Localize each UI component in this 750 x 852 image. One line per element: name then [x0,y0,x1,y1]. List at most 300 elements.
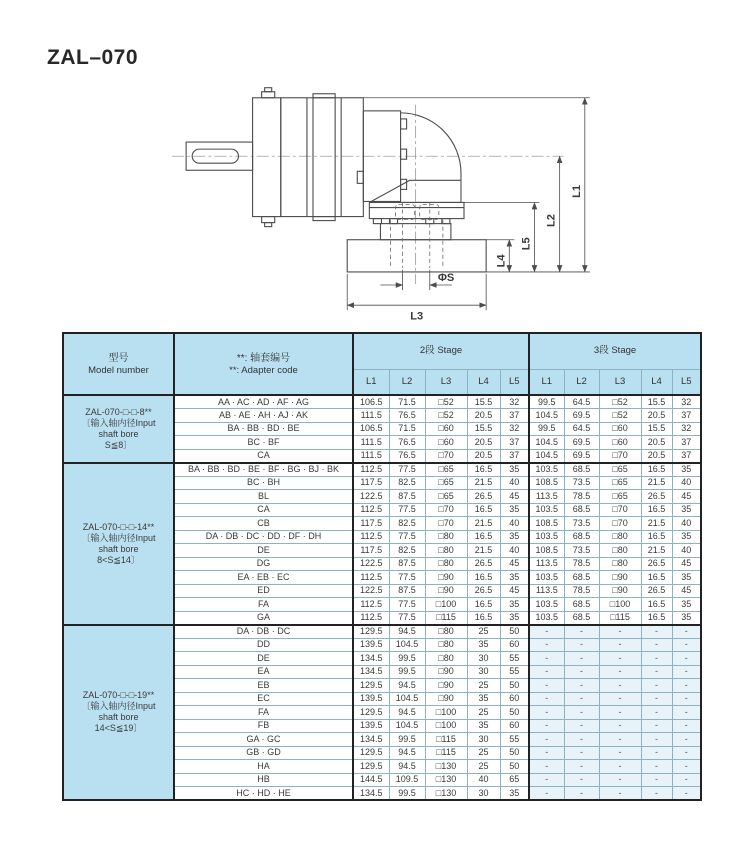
dim-value-cell: 68.5 [564,598,599,612]
dim-value-cell: 104.5 [529,409,564,423]
dim-value-cell: - [564,773,599,787]
dim-value-cell: 77.5 [389,530,425,544]
dim-value-cell: 64.5 [564,395,599,409]
dim-value-cell: - [529,638,564,652]
dim-value-cell: 25 [467,746,500,760]
model-line: 8<S≦14〕 [97,554,140,565]
dim-value-cell: 78.5 [564,584,599,598]
dim-value-cell: 25 [467,760,500,774]
dim-value-cell: 111.5 [353,449,389,463]
dim-value-cell: - [672,625,701,639]
header-model-number [63,333,174,395]
dim-value-cell: - [599,665,641,679]
dim-value-cell: 32 [500,422,529,436]
dim-value-cell: - [641,733,672,747]
dim-value-cell: 35 [467,719,500,733]
dim-value-cell: □65 [599,490,641,504]
dim-value-cell: - [672,760,701,774]
header-adapter-en: **: Adapter code [229,364,298,376]
model-line: ZAL-070-□-□-19** [82,690,155,701]
dim-value-cell: 50 [500,625,529,639]
dim-value-cell: 134.5 [353,665,389,679]
dim-value-cell: □65 [425,490,467,504]
dim-value-cell: 129.5 [353,625,389,639]
dim-value-cell: □80 [599,544,641,558]
page-title: ZAL–070 [47,46,139,69]
dim-value-cell: - [529,733,564,747]
dim-value-cell: 87.5 [389,557,425,571]
dim-value-cell: 16.5 [641,530,672,544]
dim-value-cell: - [672,638,701,652]
dim-value-cell: - [599,733,641,747]
header-model-zh: 型号 [108,352,129,364]
dim-value-cell: - [672,746,701,760]
dim-value-cell: 64.5 [564,422,599,436]
dim-value-cell: □130 [425,760,467,774]
model-line: shaft bore [98,712,139,723]
header-model-en: Model number [88,364,149,376]
dim-value-cell: □115 [425,746,467,760]
dim-value-cell: 109.5 [389,773,425,787]
dim-value-cell: □70 [599,449,641,463]
header-row-groups [63,333,701,369]
dim-value-cell: - [529,746,564,760]
adapter-code-cell: BC · BH [174,476,353,490]
dim-value-cell: 103.5 [529,503,564,517]
dim-value-cell: □90 [599,584,641,598]
dim-value-cell: 104.5 [389,719,425,733]
dim-value-cell: 117.5 [353,544,389,558]
dim-value-cell: 20.5 [467,409,500,423]
dim-value-cell: 103.5 [529,611,564,625]
dim-value-cell: 103.5 [529,598,564,612]
dim-value-cell: 45 [500,490,529,504]
dim-value-cell: 50 [500,760,529,774]
dim-value-cell: - [529,719,564,733]
dim-value-cell: 94.5 [389,679,425,693]
dim-value-cell: 21.5 [641,544,672,558]
dim-label-l5: L5 [520,237,533,251]
dim-value-cell: 94.5 [389,706,425,720]
adapter-code-cell: CA [174,503,353,517]
dim-value-cell: 35 [500,611,529,625]
header-s2-l5: L5 [500,369,529,395]
dim-value-cell: 129.5 [353,679,389,693]
dim-value-cell: - [641,760,672,774]
dim-value-cell: - [641,787,672,801]
dim-value-cell: 108.5 [529,544,564,558]
dim-value-cell: 103.5 [529,463,564,477]
table-row [63,625,701,639]
dim-value-cell: 26.5 [641,584,672,598]
dim-value-cell: 45 [672,557,701,571]
dim-value-cell: - [599,706,641,720]
dim-value-cell: □65 [599,463,641,477]
adapter-code-cell: BA · BB · BD · BE [174,422,353,436]
gearbox-drawing-svg [166,82,614,330]
dim-value-cell: □70 [425,503,467,517]
dim-value-cell: - [641,679,672,693]
dim-value-cell: - [599,787,641,801]
dim-value-cell: 45 [500,557,529,571]
dim-value-cell: - [599,652,641,666]
dim-label-l1: L1 [570,184,583,198]
adapter-code-cell: HB [174,773,353,787]
dim-value-cell: 37 [500,436,529,450]
dim-value-cell: 35 [500,503,529,517]
dim-label-l2: L2 [545,214,558,228]
dim-value-cell: 94.5 [389,746,425,760]
dim-value-cell: □65 [599,476,641,490]
adapter-code-cell: BL [174,490,353,504]
dim-value-cell: 94.5 [389,625,425,639]
model-line: 〔输入轴内径Input [81,417,156,428]
dim-value-cell: 16.5 [641,463,672,477]
dim-value-cell: □52 [599,395,641,409]
header-s3-l1: L1 [529,369,564,395]
dim-value-cell: 37 [500,449,529,463]
dim-value-cell: □115 [599,611,641,625]
dim-value-cell: □100 [425,719,467,733]
dim-value-cell: 30 [467,787,500,801]
dim-value-cell: 16.5 [641,503,672,517]
dim-value-cell: 73.5 [564,517,599,531]
hidden-lines [391,202,443,267]
dim-value-cell: 37 [672,449,701,463]
dim-value-cell: 15.5 [641,395,672,409]
dim-value-cell: 35 [467,692,500,706]
dim-value-cell: 20.5 [641,436,672,450]
header-adapter-code [174,333,353,395]
adapter-code-cell: AA · AC · AD · AF · AG [174,395,353,409]
dim-value-cell: 40 [500,517,529,531]
dim-value-cell: 15.5 [467,395,500,409]
dim-value-cell: 99.5 [389,665,425,679]
dim-value-cell: □115 [425,733,467,747]
dim-value-cell: 112.5 [353,503,389,517]
dim-value-cell: - [672,719,701,733]
model-line: S≦8〕 [104,439,133,450]
dim-value-cell: - [672,733,701,747]
dim-value-cell: 26.5 [467,490,500,504]
adapter-code-cell: BA · BB · BD · BE · BF · BG · BJ · BK [174,463,353,477]
dim-value-cell: 112.5 [353,598,389,612]
header-stage-2: 2段 Stage [353,333,529,369]
dim-value-cell: 122.5 [353,557,389,571]
dim-value-cell: 73.5 [564,544,599,558]
adapter-code-cell: DA · DB · DC [174,625,353,639]
dim-value-cell: □60 [599,436,641,450]
dim-value-cell: □80 [425,544,467,558]
dim-value-cell: 35 [672,598,701,612]
dim-value-cell: 35 [500,571,529,585]
adapter-code-cell: DE [174,544,353,558]
dim-value-cell: 25 [467,625,500,639]
dim-value-cell: 103.5 [529,571,564,585]
adapter-code-cell: DA · DB · DC · DD · DF · DH [174,530,353,544]
dim-value-cell: 21.5 [641,517,672,531]
dim-value-cell: - [564,787,599,801]
dim-value-cell: 82.5 [389,476,425,490]
dim-value-cell: 35 [500,598,529,612]
dim-value-cell: 134.5 [353,787,389,801]
dim-value-cell: - [599,679,641,693]
model-line: shaft bore [98,543,139,554]
dim-value-cell: - [529,679,564,693]
dim-value-cell: - [599,773,641,787]
dim-value-cell: - [641,719,672,733]
dim-value-cell: 16.5 [641,571,672,585]
dim-value-cell: 129.5 [353,706,389,720]
dim-value-cell: 69.5 [564,409,599,423]
dim-value-cell: 78.5 [564,557,599,571]
dim-value-cell: - [641,638,672,652]
dim-value-cell: 134.5 [353,652,389,666]
dim-value-cell: 106.5 [353,395,389,409]
dim-value-cell: - [672,706,701,720]
dim-value-cell: 35 [672,571,701,585]
dim-value-cell: 68.5 [564,571,599,585]
adapter-code-cell: HC · HD · HE [174,787,353,801]
dim-value-cell: - [529,773,564,787]
dim-value-cell: 76.5 [389,436,425,450]
dim-value-cell: 69.5 [564,449,599,463]
dim-value-cell: - [672,692,701,706]
dim-value-cell: 106.5 [353,422,389,436]
dim-value-cell: 111.5 [353,409,389,423]
dim-value-cell: 26.5 [467,584,500,598]
adapter-code-cell: EC [174,692,353,706]
dim-value-cell: 139.5 [353,638,389,652]
header-s3-l5: L5 [672,369,701,395]
dim-value-cell: 20.5 [641,449,672,463]
dim-value-cell: 21.5 [467,476,500,490]
adapter-code-cell: EA [174,665,353,679]
dim-value-cell: 25 [467,706,500,720]
dim-value-cell: 32 [672,395,701,409]
dim-value-cell: □80 [425,625,467,639]
dim-value-cell: 71.5 [389,395,425,409]
model-line: 14<S≦19〕 [94,723,143,734]
adapter-code-cell: HA [174,760,353,774]
dim-value-cell: - [672,652,701,666]
dim-value-cell: 69.5 [564,436,599,450]
table-row [63,395,701,409]
dim-value-cell: - [564,638,599,652]
dim-value-cell: 15.5 [467,422,500,436]
adapter-code-cell: GA [174,611,353,625]
dim-value-cell: - [564,760,599,774]
adapter-code-cell: ED [174,584,353,598]
dim-value-cell: 32 [500,395,529,409]
header-s2-l2: L2 [389,369,425,395]
dim-value-cell: - [529,692,564,706]
dim-value-cell: - [641,652,672,666]
dim-value-cell: 50 [500,679,529,693]
dim-value-cell: □100 [599,598,641,612]
dim-value-cell: 99.5 [389,787,425,801]
dim-value-cell: □52 [599,409,641,423]
dim-value-cell: 40 [672,544,701,558]
adapter-code-cell: CA [174,449,353,463]
dim-value-cell: 30 [467,733,500,747]
dim-value-cell: - [599,746,641,760]
dim-value-cell: □100 [425,598,467,612]
model-line: 〔输入轴内径Input [81,701,156,712]
dim-value-cell: - [599,638,641,652]
dim-value-cell: 65 [500,773,529,787]
dim-value-cell: □70 [425,449,467,463]
adapter-code-cell: FB [174,719,353,733]
dim-value-cell: 50 [500,706,529,720]
dim-value-cell: 15.5 [641,422,672,436]
dim-value-cell: □90 [425,571,467,585]
dim-value-cell: 26.5 [641,557,672,571]
dim-value-cell: 122.5 [353,584,389,598]
adapter-code-cell: FA [174,706,353,720]
dim-value-cell: □52 [425,409,467,423]
dim-value-cell: 35 [467,638,500,652]
dim-value-cell: 21.5 [641,476,672,490]
adapter-code-cell: GB · GD [174,746,353,760]
dim-value-cell: 50 [500,746,529,760]
model-line: ZAL-070-□-□-8** [85,406,152,417]
header-s2-l4: L4 [467,369,500,395]
dim-value-cell: 35 [672,463,701,477]
dim-value-cell: 35 [672,503,701,517]
dim-value-cell: - [564,652,599,666]
dim-value-cell: - [529,760,564,774]
dim-value-cell: □70 [425,517,467,531]
dim-value-cell: 104.5 [389,638,425,652]
dim-value-cell: 40 [672,476,701,490]
dim-value-cell: 103.5 [529,530,564,544]
dim-value-cell: 108.5 [529,517,564,531]
dim-value-cell: 68.5 [564,503,599,517]
dim-value-cell: 139.5 [353,692,389,706]
dim-value-cell: □130 [425,787,467,801]
dim-value-cell: 26.5 [467,557,500,571]
dim-value-cell: - [641,746,672,760]
adapter-code-cell: CB [174,517,353,531]
dim-value-cell: □80 [599,557,641,571]
adapter-code-cell: EA · EB · EC [174,571,353,585]
dim-value-cell: □80 [599,530,641,544]
dim-value-cell: 117.5 [353,476,389,490]
dim-value-cell: □80 [425,557,467,571]
dim-value-cell: 30 [467,652,500,666]
dim-value-cell: 35 [672,611,701,625]
dim-value-cell: 99.5 [389,652,425,666]
model-line: ZAL-070-□-□-14** [82,521,155,532]
dim-value-cell: - [529,625,564,639]
dim-value-cell: - [529,787,564,801]
adapter-code-cell: AB · AE · AH · AJ · AK [174,409,353,423]
dim-value-cell: 113.5 [529,557,564,571]
dim-value-cell: □90 [425,665,467,679]
dim-value-cell: - [564,679,599,693]
dim-value-cell: □80 [425,638,467,652]
dim-value-cell: - [529,652,564,666]
dim-value-cell: □100 [425,706,467,720]
dim-value-cell: - [672,773,701,787]
dim-value-cell: 35 [672,530,701,544]
model-line: shaft bore [98,428,139,439]
dim-value-cell: 35 [500,787,529,801]
dim-value-cell: 16.5 [467,611,500,625]
spec-table [62,332,702,801]
adapter-code-cell: DE [174,652,353,666]
dim-value-cell: 99.5 [529,395,564,409]
dim-value-cell: 87.5 [389,490,425,504]
dim-value-cell: - [564,706,599,720]
dim-value-cell: 71.5 [389,422,425,436]
dim-value-cell: 77.5 [389,503,425,517]
dim-value-cell: 60 [500,719,529,733]
dim-label-phi-s: ΦS [437,272,455,285]
spec-table-header [63,333,701,395]
dim-value-cell: - [564,692,599,706]
adapter-code-cell: FA [174,598,353,612]
dim-value-cell: 21.5 [467,544,500,558]
dim-value-cell: □60 [425,436,467,450]
dim-value-cell: 99.5 [529,422,564,436]
spec-table-body [63,395,701,800]
dim-value-cell: 16.5 [467,503,500,517]
dim-value-cell: 117.5 [353,517,389,531]
dim-value-cell: - [599,625,641,639]
dim-value-cell: 76.5 [389,409,425,423]
dim-value-cell: 73.5 [564,476,599,490]
dim-value-cell: - [564,719,599,733]
dim-value-cell: □90 [425,584,467,598]
dim-value-cell: □115 [425,611,467,625]
table-row [63,463,701,477]
model-number-cell [63,395,174,463]
dim-value-cell: - [641,773,672,787]
dim-value-cell: 104.5 [529,449,564,463]
model-number-cell [63,625,174,801]
dim-value-cell: □80 [425,530,467,544]
adapter-code-cell: EB [174,679,353,693]
dim-value-cell: 108.5 [529,476,564,490]
header-s2-l3: L3 [425,369,467,395]
dim-value-cell: 113.5 [529,584,564,598]
dim-value-cell: 134.5 [353,733,389,747]
dim-value-cell: 112.5 [353,530,389,544]
dim-value-cell: 144.5 [353,773,389,787]
dim-value-cell: 16.5 [467,571,500,585]
dim-value-cell: □90 [425,679,467,693]
dim-value-cell: 16.5 [467,598,500,612]
dim-value-cell: 30 [467,665,500,679]
header-s3-l2: L2 [564,369,599,395]
dim-value-cell: 25 [467,679,500,693]
dim-value-cell: 16.5 [467,463,500,477]
dim-value-cell: 112.5 [353,463,389,477]
dim-value-cell: - [564,625,599,639]
dim-value-cell: 112.5 [353,571,389,585]
dim-value-cell: 21.5 [467,517,500,531]
dim-value-cell: 139.5 [353,719,389,733]
dim-value-cell: 129.5 [353,760,389,774]
dim-value-cell: 45 [500,584,529,598]
dim-value-cell: 40 [500,544,529,558]
dim-value-cell: □90 [425,692,467,706]
dim-value-cell: □90 [599,571,641,585]
header-s3-l3: L3 [599,369,641,395]
dim-value-cell: 37 [500,409,529,423]
